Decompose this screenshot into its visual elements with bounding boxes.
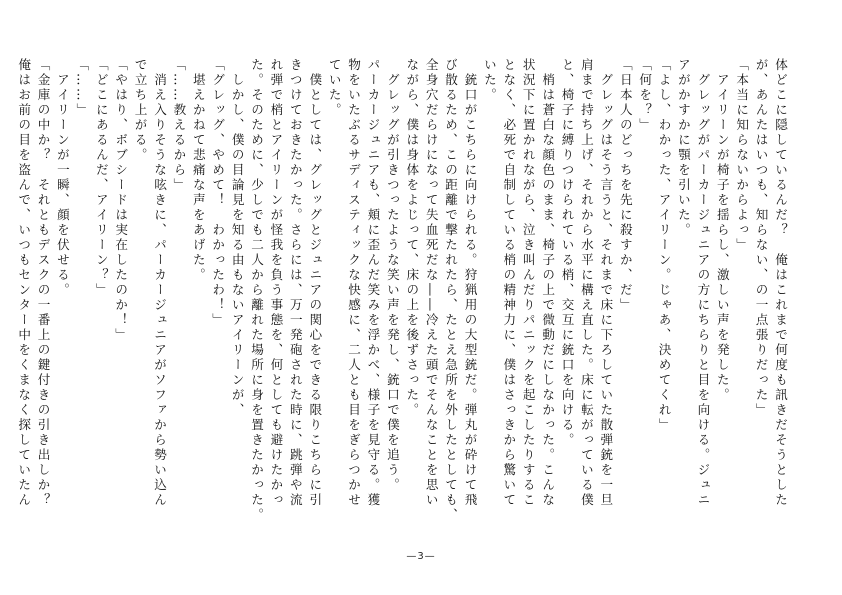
text-line: アイリーンが一瞬、顔を伏せる。 <box>54 58 70 298</box>
text-line: で立ち上がる。 <box>132 58 148 163</box>
text-line: グレッグが引きつったような笑い声を発し、銃口で僕を追う。 <box>384 58 400 493</box>
text-line: アがかすかに顎を引いた。 <box>675 58 691 238</box>
text-line: グレッグはそう言うと、それまで床に下ろしていた散弾銃を一旦 <box>598 58 614 508</box>
text-line: パーカージュニアも、頬に歪んだ笑みを浮かべ、様子を見守る。獲 <box>365 58 381 508</box>
text-line: 状況下に置かれながら、泣き叫んだりパニックを起こしたりするこ <box>520 58 536 508</box>
text-line: が、あんたはいつも、知らない、の一点張りだった」 <box>753 58 769 418</box>
text-line: 「日本人のどっちを先に殺すか、だ」 <box>617 58 633 313</box>
text-line: 「何を？」 <box>637 58 653 133</box>
text-line: ながら、僕は身体をよじって、床の上を後ずさった。 <box>404 58 420 418</box>
text-line: 消え入りそうな呟きに、パーカージュニアがソファから勢い込ん <box>152 58 167 508</box>
page-number: —3— <box>406 551 436 562</box>
text-line: 僕としては、グレッグとジュニアの関心をできる限りこちらに引 <box>307 58 323 508</box>
text-line: 「どこにあるんだ、アイリーン？」 <box>93 58 109 298</box>
text-line: アイリーンが椅子を揺らし、激しい声を発した。 <box>714 58 730 403</box>
text-line: きつけておきたかった。さらには、万一発砲された時に、跳弾や流 <box>287 58 303 508</box>
text-line: 「よし、わかった、アイリーン。じゃあ、決めてくれ」 <box>656 58 672 433</box>
text-line: 肩まで持ち上げ、それから水平に構え直した。床に転がっている僕 <box>578 58 594 508</box>
text-line: れ弾で梢とアイリーンが怪我を負う事態を、何としても避けたかっ <box>268 58 284 508</box>
text-line: 「……教えるから」 <box>171 58 187 193</box>
text-line: 「本当に知らないからよっ」 <box>734 58 750 253</box>
text-line: ていた。 <box>326 58 342 118</box>
text-line: 堪えかねて悲痛な声をあげた。 <box>190 58 206 283</box>
text-line: いた。 <box>481 58 497 103</box>
text-line: 梢は蒼白な顔色のまま、椅子の上で微動だにしなかった。こんな <box>540 58 556 508</box>
text-line: 「やはり、ボブシードは実在したのか！」 <box>113 58 129 343</box>
text-line: 物をいたぶるサディスティックな快感に、二人とも目をぎらつかせ <box>346 58 362 508</box>
text-line: グレッグがパーカージュニアの方にちらりと目を向ける。ジュニ <box>695 58 711 508</box>
text-line: 銃口がこちらに向けられる。狩猟用の大型銃だ。弾丸が砕けて飛 <box>462 58 478 508</box>
text-line: 「グレッグ、やめて！ わかったわ！」 <box>210 58 226 328</box>
vertical-text-body <box>16 58 790 536</box>
text-line: た。そのために、少しでも二人から離れた場所に身を置きたかった。 <box>249 58 265 523</box>
text-line: しかし、僕の目論見を知る由もないアイリーンが、 <box>229 58 245 418</box>
text-line: となく、必死で自制している梢の精神力に、僕はさっきから驚いて <box>501 58 517 508</box>
text-line: 全身穴だらけになって失血死だな――冷えた頭でそんなことを思い <box>423 58 439 508</box>
text-line: び散るため、この距離で撃たれたら、たとえ急所を外したとしても、 <box>443 58 459 523</box>
text-line: 体どこに隠しているんだ？ 俺はこれまで何度も訊きだそうとした <box>773 58 788 508</box>
text-line: と、椅子に縛りつけられている梢、交互に銃口を向ける。 <box>559 58 575 448</box>
text-line: 「……」 <box>74 58 90 118</box>
text-line: 俺はお前の目を盗んで、いつもセンター中をくまなく探していたん <box>16 58 32 508</box>
text-line: 「金庫の中か？ それともデスクの一番上の鍵付きの引き出しか？ <box>35 58 51 508</box>
